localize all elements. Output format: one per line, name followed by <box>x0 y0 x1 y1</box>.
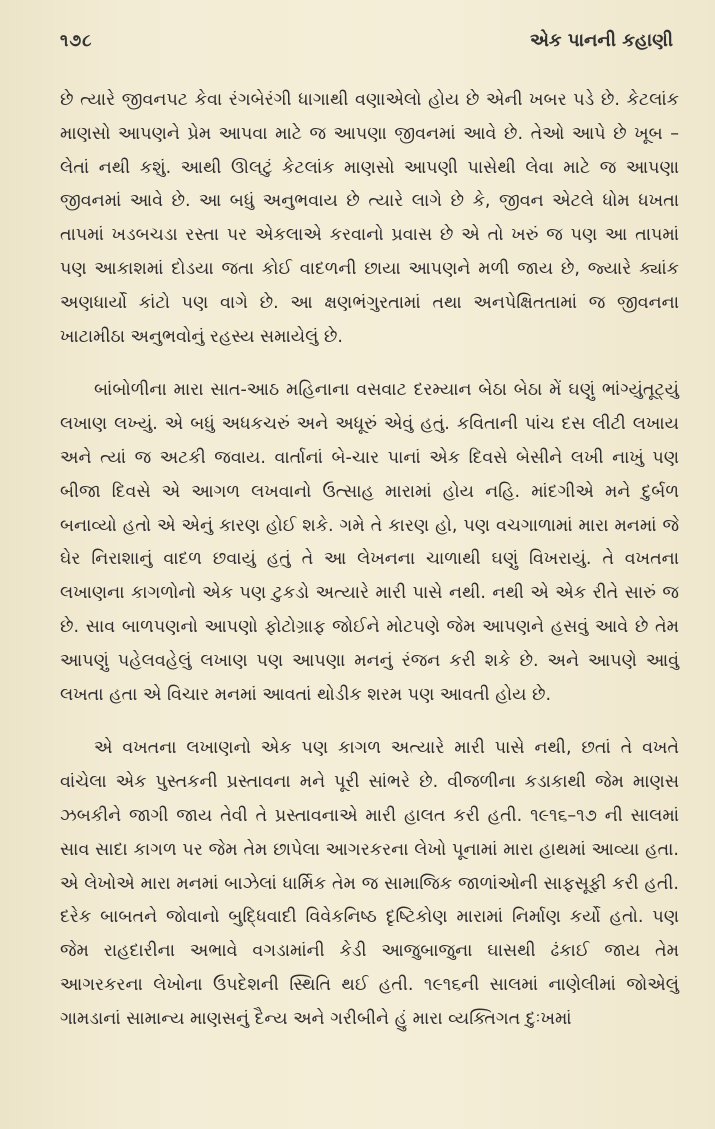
paragraph-1: છે ત્યારે જીવનપટ કેવા રંગબેરંગી ધાગાથી વણાએલો હોય છે એની ખબર પડે છે. કેટલાંક માણસો આપણને પ્રેમ આપવા માટે જ આપણા જીવનમાં આવે છે. તેઓ આપે છે ખૂબ – લેતાં નથી કશું. આથી ઊલટું કેટલાંક માણસો આપણી પાસેથી લેવા માટે જ આપણા જીવનમાં આવે છે. આ બધું અનુભવાય છે ત્યારે લાગે છે કે, જીવન એટલે ધોમ ધખતા તાપમાં ખડબચડા રસ્તા પર એકલાએ કરવાનો પ્રવાસ છે એ તો ખરું જ પણ આ તાપમાં પણ આકાશમાં દોડયા જતા કોઈ વાદળની છાયા આપણને મળી જાય છે, જ્યારે ક્યાંક અણધાર્યો કાંટો પણ વાગે છે. આ ક્ષણભંગુરતામાં તથા અનપેક્ષિતતામાં જ જીવનના ખાટામીઠા અનુભવોનું રહસ્ય સમાયેલું છે. <box>60 90 679 347</box>
running-title: એક પાનની કહાણી <box>529 30 673 51</box>
paragraph-3: એ વખતના લખાણનો એક પણ કાગળ અત્યારે મારી પાસે નથી, છતાં તે વખતે વાંચેલા એક પુસ્તકની પ્રસ્તાવના મને પૂરી સાંભરે છે. વીજળીના કડાકાથી જેમ માણસ ઝબકીને જાગી જાય તેવી તે પ્રસ્તાવનાએ મારી હાલત કરી હતી. ૧૯૧૬–૧૭ ની સાલમાં સાવ સાદા કાગળ પર જેમ તેમ છાપેલા આગરકરના લેખો પૂનામાં મારા હાથમાં આવ્યા હતા. એ લેખોએ મારા મનમાં બાઝેલાં ધાર્મિક તેમ જ સામાજિક જાળાંઓની સાફસૂફી કરી હતી. દરેક બાબતને જોવાનો બુદ્ધિવાદી વિવેકનિષ્ઠ દૃષ્ટિકોણ મારામાં નિર્માણ કર્યો હતો. પણ જેમ રાહદારીના અભાવે વગડામાંની કેડી આજુબાજુના ઘાસથી ઢંકાઈ જાય તેમ આગરકરના લેખોના ઉપદેશની સ્થિતિ થઈ હતી. ૧૯૧૬ની સાલમાં નાણેલીમાં જોએલું ગામડાનાં સામાન્ય માણસનું દૈન્ય અને ગરીબીને હું મારા વ્યક્તિગત દુઃખમાં <box>60 738 679 1029</box>
body-text <box>60 84 679 1037</box>
page-number: ૧૭૮ <box>60 31 93 51</box>
paragraph-2: બાંબોળીના મારા સાત-આઠ મહિનાના વસવાટ દરમ્યાન બેઠા બેઠા મેં ઘણું ભાંગ્યુંતૂટ્યું લખાણ લખ્યું. એ બધું અધકચરું અને અધૂરું એવું હતું. કવિતાની પાંચ દસ લીટી લખાય અને ત્યાં જ અટકી જવાય. વાર્તાનાં બે-ચાર પાનાં એક દિવસે બેસીને લખી નાખું પણ બીજા દિવસે એ આગળ લખવાનો ઉત્સાહ મારામાં હોય નહિ. માંદગીએ મને દુર્બળ બનાવ્યો હતો એ એનું કારણ હોઈ શકે. ગમે તે કારણ હો, પણ વચગાળામાં મારા મનમાં જે ઘેર નિરાશાનું વાદળ છવાયું હતું તે આ લેખનના ચાળાથી ઘણું વિખરાયું. તે વખતના લખાણના કાગળોનો એક પણ ટુકડો અત્યારે મારી પાસે નથી. નથી એ એક રીતે સારું જ છે. સાવ બાળપણનો આપણો ફોટોગ્રાફ જોઈને મોટપણે જેમ આપણને હસવું આવે છે તેમ આપણું પહેલવહેલું લખાણ પણ આપણા મનનું રંજન કરી શકે છે. અને આપણે આવું લખતા હતા એ વિચાર મનમાં આવતાં થોડીક શરમ પણ આવતી હોય છે. <box>60 380 679 705</box>
running-head <box>60 30 679 70</box>
